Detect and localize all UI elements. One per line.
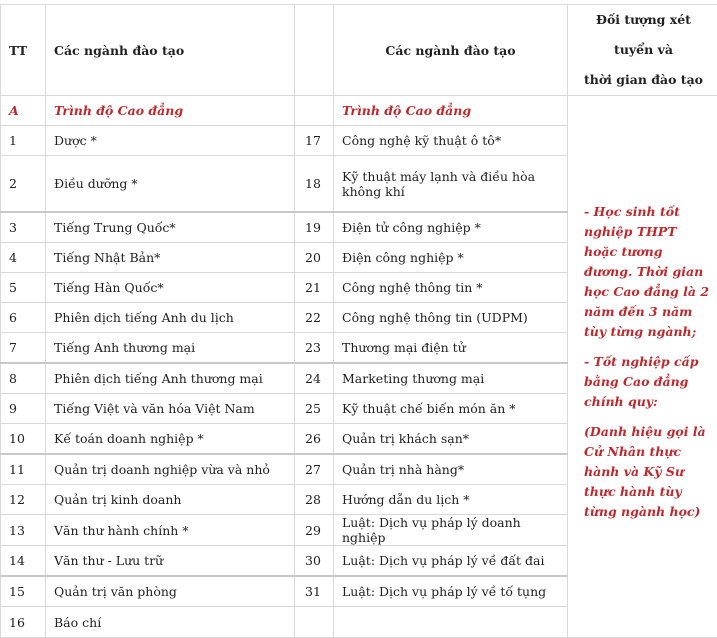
program-name-right: Công nghệ thông tin (UDPM): [334, 303, 568, 333]
row-number-right: 23: [295, 333, 334, 364]
program-name-left: Quản trị kinh doanh: [46, 485, 295, 515]
header-programs-left: Các ngành đào tạo: [46, 5, 295, 96]
program-name-left: Tiếng Việt và văn hóa Việt Nam: [46, 394, 295, 424]
section-title-left: Trình độ Cao đẳng: [46, 96, 295, 126]
row-number-left: 2: [1, 156, 46, 213]
program-name-right: Hướng dẫn du lịch *: [334, 485, 568, 515]
header-programs-right: Các ngành đào tạo: [334, 5, 568, 96]
program-name-right: Công nghệ kỹ thuật ô tô*: [334, 126, 568, 156]
program-name-right: Kỹ thuật chế biến món ăn *: [334, 394, 568, 424]
row-number-left: 14: [1, 546, 46, 577]
section-letter: A: [1, 96, 46, 126]
row-number-right: 21: [295, 273, 334, 303]
row-number-left: 4: [1, 243, 46, 273]
row-number-right: 31: [295, 576, 334, 607]
row-number-left: 5: [1, 273, 46, 303]
row-number-left: 15: [1, 576, 46, 607]
program-name-right: [334, 607, 568, 638]
program-name-left: Phiên dịch tiếng Anh du lịch: [46, 303, 295, 333]
program-name-left: Quản trị văn phòng: [46, 576, 295, 607]
header-eligibility-line1: Đối tượng xét tuyển và: [576, 5, 711, 65]
program-name-right: Quản trị nhà hàng*: [334, 454, 568, 485]
programs-table: [0, 4, 717, 638]
program-name-left: Báo chí: [46, 607, 295, 638]
program-name-right: Quản trị khách sạn*: [334, 424, 568, 455]
program-name-right: Luật: Dịch vụ pháp lý về tố tụng: [334, 576, 568, 607]
row-number-right: 19: [295, 212, 334, 243]
row-number-right: 29: [295, 515, 334, 546]
header-number-right: [295, 5, 334, 96]
program-name-right: Kỹ thuật máy lạnh và điều hòa không khí: [334, 156, 568, 213]
program-name-left: Kế toán doanh nghiệp *: [46, 424, 295, 455]
program-name-right: Điện tử công nghiệp *: [334, 212, 568, 243]
program-name-left: Tiếng Anh thương mại: [46, 333, 295, 364]
row-number-right: 17: [295, 126, 334, 156]
row-number-left: 16: [1, 607, 46, 638]
row-number-left: 9: [1, 394, 46, 424]
program-name-left: Dược *: [46, 126, 295, 156]
note-paragraph-2: - Tốt nghiệp cấp bằng Cao đẳng chính quy:: [584, 352, 711, 412]
section-row: [1, 96, 717, 126]
program-name-left: Tiếng Trung Quốc*: [46, 212, 295, 243]
header-eligibility: [568, 5, 717, 96]
eligibility-note: [568, 96, 717, 638]
program-name-right: Luật: Dịch vụ pháp lý về đất đai: [334, 546, 568, 577]
program-name-left: Văn thư - Lưu trữ: [46, 546, 295, 577]
row-number-right: 27: [295, 454, 334, 485]
row-number-left: 11: [1, 454, 46, 485]
section-title-right: Trình độ Cao đẳng: [334, 96, 568, 126]
row-number-left: 10: [1, 424, 46, 455]
program-name-right: Marketing thương mại: [334, 363, 568, 394]
program-name-left: Điều dưỡng *: [46, 156, 295, 213]
row-number-right: 26: [295, 424, 334, 455]
program-name-left: Văn thư hành chính *: [46, 515, 295, 546]
row-number-right: 18: [295, 156, 334, 213]
row-number-right: 20: [295, 243, 334, 273]
program-name-left: Quản trị doanh nghiệp vừa và nhỏ: [46, 454, 295, 485]
row-number-left: 8: [1, 363, 46, 394]
program-name-right: Công nghệ thông tin *: [334, 273, 568, 303]
section-number-right: [295, 96, 334, 126]
program-name-right: Điện công nghiệp *: [334, 243, 568, 273]
row-number-right: 24: [295, 363, 334, 394]
row-number-left: 12: [1, 485, 46, 515]
row-number-right: 28: [295, 485, 334, 515]
note-paragraph-3: (Danh hiệu gọi là Cử Nhân thực hành và Kỹ Sư thực hành tùy từng ngành học): [584, 422, 711, 522]
row-number-left: 1: [1, 126, 46, 156]
program-name-right: Thương mại điện tử: [334, 333, 568, 364]
row-number-right: [295, 607, 334, 638]
note-paragraph-1: - Học sinh tốt nghiệp THPT hoặc tương đương. Thời gian học Cao đẳng là 2 năm đến 3 năm tùy từng ngành;: [584, 202, 711, 342]
row-number-right: 25: [295, 394, 334, 424]
table-header-row: [1, 5, 717, 96]
row-number-left: 7: [1, 333, 46, 364]
program-name-right: Luật: Dịch vụ pháp lý doanh nghiệp: [334, 515, 568, 546]
header-tt: TT: [1, 5, 46, 96]
row-number-right: 30: [295, 546, 334, 577]
program-name-left: Tiếng Hàn Quốc*: [46, 273, 295, 303]
program-name-left: Phiên dịch tiếng Anh thương mại: [46, 363, 295, 394]
row-number-left: 13: [1, 515, 46, 546]
row-number-right: 22: [295, 303, 334, 333]
program-name-left: Tiếng Nhật Bản*: [46, 243, 295, 273]
row-number-left: 3: [1, 212, 46, 243]
header-eligibility-line2: thời gian đào tạo: [576, 65, 711, 95]
row-number-left: 6: [1, 303, 46, 333]
